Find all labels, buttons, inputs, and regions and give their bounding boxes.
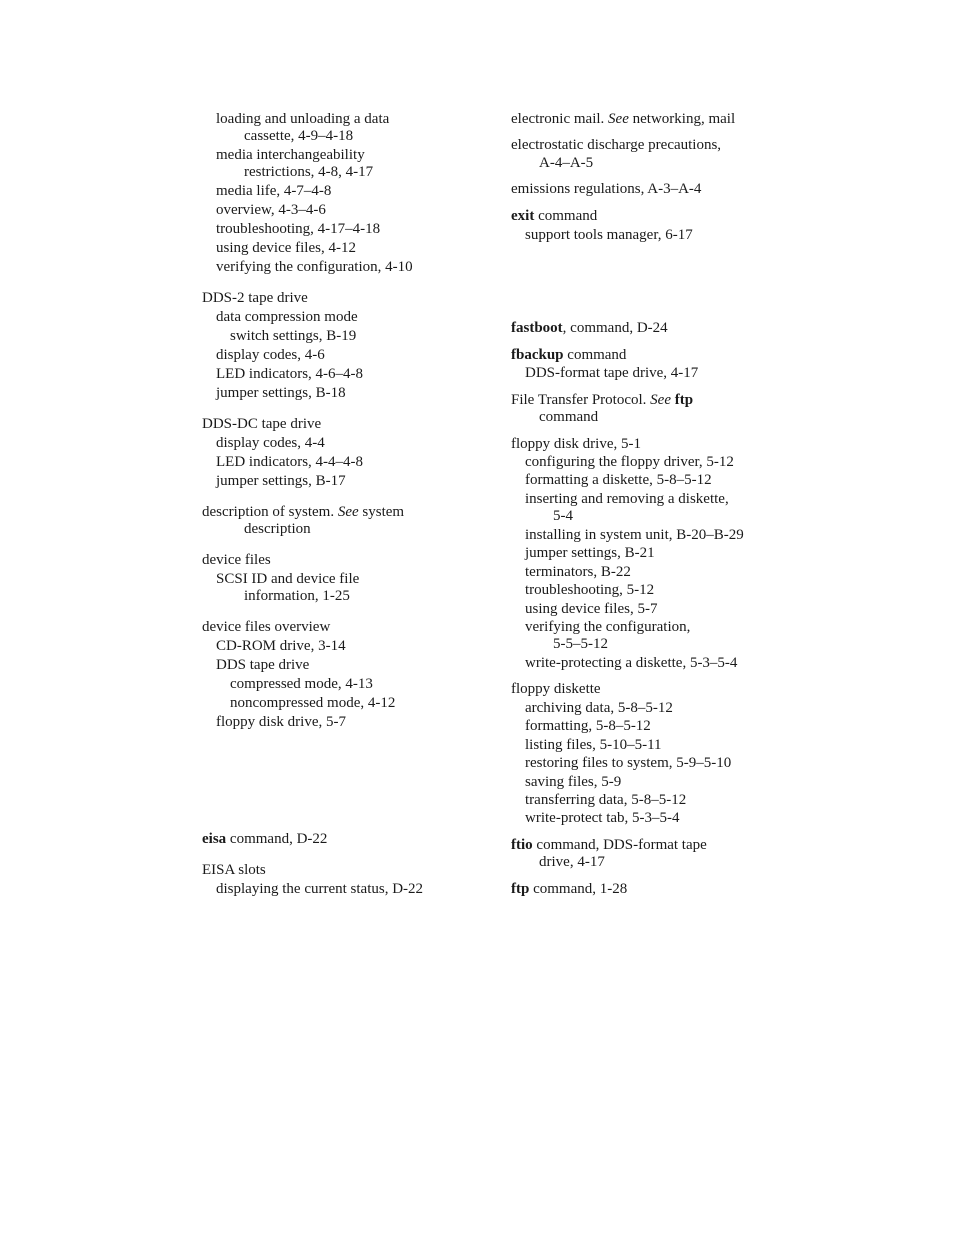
index-entry: loading and unloading a data xyxy=(216,111,390,127)
index-entry: display codes, 4-4 xyxy=(216,435,325,451)
index-entry-continuation: description xyxy=(244,521,311,537)
index-entry: jumper settings, B-21 xyxy=(525,545,655,561)
index-entry-continuation: A-4–A-5 xyxy=(539,155,594,171)
index-heading xyxy=(511,391,693,409)
see-reference: See xyxy=(608,111,629,127)
index-entry: DDS tape drive xyxy=(216,657,310,673)
index-heading xyxy=(511,207,597,225)
entry-text: command, D-22 xyxy=(226,831,328,847)
index-entry: data compression mode xyxy=(216,309,358,325)
index-entry-continuation: cassette, 4-9–4-18 xyxy=(244,128,354,144)
entry-text: system xyxy=(358,504,405,520)
index-entry: jumper settings, B-17 xyxy=(216,473,346,489)
index-heading: EISA slots xyxy=(202,862,266,878)
index-heading: DDS-DC tape drive xyxy=(202,416,322,432)
index-entry: SCSI ID and device file xyxy=(216,571,360,587)
command-name: exit xyxy=(511,208,535,224)
index-entry: jumper settings, B-18 xyxy=(216,385,346,401)
index-entry: inserting and removing a diskette, xyxy=(525,491,729,507)
index-entry: media life, 4-7–4-8 xyxy=(216,183,332,199)
index-entry: transferring data, 5-8–5-12 xyxy=(525,792,687,808)
index-entry: saving files, 5-9 xyxy=(525,774,622,790)
index-entry: write-protect tab, 5-3–5-4 xyxy=(525,810,680,826)
index-heading: electrostatic discharge precautions, xyxy=(511,137,722,153)
index-heading xyxy=(202,830,327,848)
command-name: ftp xyxy=(674,392,694,408)
index-heading: floppy disk drive, 5-1 xyxy=(511,436,641,452)
entry-text: description of system. xyxy=(202,504,338,520)
entry-text: electronic mail. xyxy=(511,111,609,127)
index-entry: archiving data, 5-8–5-12 xyxy=(525,700,673,716)
index-heading: floppy diskette xyxy=(511,681,601,697)
index-entry: verifying the configuration, xyxy=(525,619,691,635)
index-entry: formatting, 5-8–5-12 xyxy=(525,718,651,734)
command-name: ftio xyxy=(511,837,533,853)
index-entry: restoring files to system, 5-9–5-10 xyxy=(525,755,732,771)
entry-text: command xyxy=(534,208,598,224)
index-subentry: compressed mode, 4-13 xyxy=(230,676,373,692)
index-entry: floppy disk drive, 5-7 xyxy=(216,714,346,730)
index-entry: formatting a diskette, 5-8–5-12 xyxy=(525,472,712,488)
entry-text: , command, D-24 xyxy=(562,320,668,336)
index-entry: installing in system unit, B-20–B-29 xyxy=(525,527,744,543)
index-heading xyxy=(511,346,626,364)
index-entry-continuation: command xyxy=(539,409,599,425)
index-entry: CD-ROM drive, 3-14 xyxy=(216,638,346,654)
index-entry: troubleshooting, 4-17–4-18 xyxy=(216,221,381,237)
entry-text: File Transfer Protocol. xyxy=(511,392,651,408)
index-heading xyxy=(511,836,707,854)
index-heading xyxy=(511,319,668,337)
command-name: fastboot xyxy=(511,320,563,336)
index-entry-continuation: restrictions, 4-8, 4-17 xyxy=(244,164,374,180)
entry-text: command, DDS-format tape xyxy=(532,837,707,853)
index-entry: media interchangeability xyxy=(216,147,365,163)
index-entry: overview, 4-3–4-6 xyxy=(216,202,326,218)
entry-text: command, 1-28 xyxy=(529,881,628,897)
index-entry: displaying the current status, D-22 xyxy=(216,881,424,897)
index-heading: DDS-2 tape drive xyxy=(202,290,308,306)
index-entry: write-protecting a diskette, 5-3–5-4 xyxy=(525,655,738,671)
index-heading: emissions regulations, A-3–A-4 xyxy=(511,181,702,197)
index-entry: DDS-format tape drive, 4-17 xyxy=(525,365,699,381)
index-heading: device files overview xyxy=(202,619,331,635)
index-entry: LED indicators, 4-6–4-8 xyxy=(216,366,364,382)
index-subentry: noncompressed mode, 4-12 xyxy=(230,695,396,711)
see-reference: See xyxy=(650,392,671,408)
entry-text: command xyxy=(563,347,627,363)
index-entry-continuation: 5-5–5-12 xyxy=(553,636,608,652)
index-entry: verifying the configuration, 4-10 xyxy=(216,259,413,275)
index-entry: support tools manager, 6-17 xyxy=(525,227,693,243)
index-entry: listing files, 5-10–5-11 xyxy=(525,737,662,753)
index-entry: display codes, 4-6 xyxy=(216,347,325,363)
index-entry: LED indicators, 4-4–4-8 xyxy=(216,454,364,470)
index-heading xyxy=(202,503,404,521)
index-entry-continuation: information, 1-25 xyxy=(244,588,350,604)
index-entry: troubleshooting, 5-12 xyxy=(525,582,655,598)
entry-text: networking, mail xyxy=(628,111,736,127)
index-entry-continuation: 5-4 xyxy=(553,508,573,524)
index-entry: using device files, 5-7 xyxy=(525,601,658,617)
command-name: ftp xyxy=(511,881,530,897)
index-heading: device files xyxy=(202,552,271,568)
index-entry: configuring the floppy driver, 5-12 xyxy=(525,454,734,470)
see-reference: See xyxy=(337,504,359,520)
index-heading xyxy=(511,880,627,898)
command-name: fbackup xyxy=(511,347,564,363)
index-entry-continuation: switch settings, B-19 xyxy=(230,328,357,344)
index-entry-continuation: drive, 4-17 xyxy=(539,854,605,870)
index-heading xyxy=(511,110,735,128)
command-name: eisa xyxy=(202,831,227,847)
index-entry: terminators, B-22 xyxy=(525,564,631,580)
index-entry: using device files, 4-12 xyxy=(216,240,356,256)
